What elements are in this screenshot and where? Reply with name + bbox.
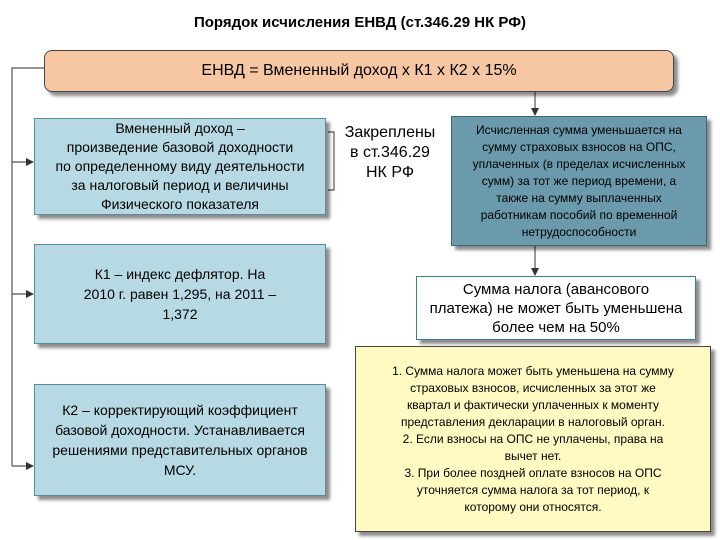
fixed-in-law-text: Закреплены в ст.346.29 НК РФ (344, 124, 436, 181)
k2-text: К2 – корректирующий коэффициент базовой доходности. Устанавливается решениями представительных органов МСУ. (52, 402, 308, 478)
reduction-box (451, 116, 707, 246)
k1-text: К1 – индекс дефлятор. На 2010 г. равен 1,295, на 2011 – 1,372 (83, 266, 277, 322)
fixed-bracket-line (328, 132, 334, 190)
tax-limit-box (416, 276, 696, 340)
formula-text: ЕНВД = Вмененный доход х К1 х К2 х 15% (201, 62, 517, 79)
diagram-title: Порядок исчисления ЕНВД (ст.346.29 НК РФ) (193, 14, 526, 31)
reduction-text: Исчисленная сумма уменьшается на сумму страховых взносов на ОПС, уплаченных (в пределах исчисленных сумм) за тот же период времени, а также на сумму выплаченных работникам пособий по временной нетрудоспособности (472, 122, 686, 239)
k1-box (34, 244, 326, 344)
imputed-income-text: Вмененный доход – произведение базовой доходности по определенному виду деятельности за налоговый период и величины Физического показателя (55, 120, 305, 212)
imputed-income-box (34, 118, 326, 215)
tax-limit-text: Сумма налога (авансового платежа) не может быть уменьшена более чем на 50% (429, 280, 683, 336)
fixed-in-law-label (338, 120, 442, 186)
formula-box (44, 50, 674, 92)
notes-box (355, 346, 711, 532)
notes-text: 1. Сумма налога может быть уменьшена на сумму страховых взносов, исчисленных за этот же квартал и фактически уплаченных к моменту представления декларации в налоговый орган. 2. Если взносы на ОПС не уплачены, права на вычет нет. 3. При более поздней оплате взносов на ОПС уточняется сумма налога за тот период, к которому они относятся. (392, 363, 674, 514)
k2-box (34, 384, 326, 496)
